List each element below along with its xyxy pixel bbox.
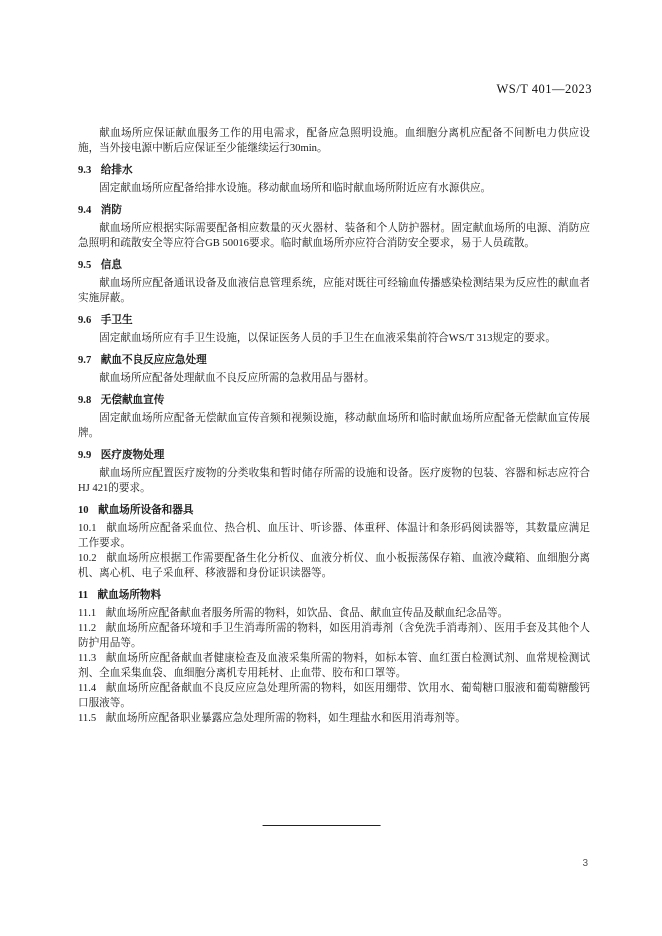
section-heading [78,353,590,368]
end-of-text-rule [263,825,381,826]
section-number: 9.8 [78,395,92,406]
body-paragraph: 固定献血场所应配备无偿献血宣传音频和视频设施，移动献血场所和临时献血场所应配备无偿献血宣传展牌。 [78,413,590,439]
section-title: 献血不良反应应急处理 [100,355,207,366]
section-heading [78,448,590,463]
numbered-item [78,711,590,726]
section-heading [78,588,590,603]
section-title: 消防 [100,205,122,216]
item-number: 11.2 [78,623,97,634]
body-paragraph: 固定献血场所应配备给排水设施。移动献血场所和临时献血场所附近应有水源供应。 [99,183,492,194]
doc-number: WS/T 401—2023 [496,82,592,96]
body-paragraph: 固定献血场所应有手卫生设施，以保证医务人员的手卫生在血液采集前符合WS/T 313规定的要求。 [99,333,556,344]
item-number: 11.4 [78,683,97,694]
item-text: 献血场所应配备环境和手卫生消毒所需的物料，如医用消毒剂（含免洗手消毒剂）、医用手套及其他个人防护用品等。 [78,623,590,649]
item-text: 献血场所应配备献血者服务所需的物料，如饮品、食品、献血宣传品及献血纪念品等。 [105,608,509,619]
page-number: 3 [582,858,588,869]
section-number: 9.7 [78,355,92,366]
section-title: 献血场所设备和器具 [98,505,194,516]
body-paragraph: 献血场所应配备处理献血不良反应所需的急救用品与器材。 [99,373,375,384]
document-body [78,126,590,726]
item-number: 10.2 [78,553,97,564]
section-title: 信息 [100,260,122,271]
numbered-item [78,551,590,581]
item-text: 献血场所应配备献血不良反应应急处理所需的物料，如医用绷带、饮用水、葡萄糖口服液和葡萄糖酸钙口服液等。 [78,683,590,709]
numbered-item [78,621,590,651]
numbered-item [78,681,590,711]
section-title: 手卫生 [100,315,133,326]
item-text: 献血场所应根据工作需要配备生化分析仪、血液分析仪、血小板振荡保存箱、血液冷藏箱、血细胞分离机、离心机、电子采血秤、移液器和身份证识读器等。 [78,553,590,579]
body-paragraph: 献血场所应根据实际需要配备相应数量的灭火器材、装备和个人防护器材。固定献血场所的电源、消防应急照明和疏散安全等应符合GB 50016要求。临时献血场所亦应符合消防安全要求，易于人员疏散。 [78,223,590,249]
numbered-item [78,521,590,551]
section-title: 医疗废物处理 [100,450,165,461]
item-number: 11.5 [78,713,97,724]
body-paragraph: 献血场所应配备通讯设备及血液信息管理系统，应能对既往可经输血传播感染检测结果为反应性的献血者实施屏蔽。 [78,278,590,304]
section-heading [78,503,590,518]
item-text: 献血场所应配备献血者健康检查及血液采集所需的物料，如标本管、血红蛋白检测试剂、血常规检测试剂、全血采集血袋、血细胞分离机专用耗材、止血带、胶布和口罩等。 [78,653,590,679]
item-text: 献血场所应配备采血位、热合机、血压计、听诊器、体重秤、体温计和条形码阅读器等，其数量应满足工作要求。 [78,523,590,549]
section-number: 9.6 [78,315,92,326]
section-title: 无偿献血宣传 [100,395,165,406]
section-number: 11 [78,590,89,601]
section-heading [78,258,590,273]
section-heading [78,203,590,218]
section-number: 10 [78,505,89,516]
section-heading [78,393,590,408]
section-number: 9.4 [78,205,92,216]
section-heading [78,163,590,178]
section-number: 9.5 [78,260,92,271]
section-title: 献血场所物料 [97,590,162,601]
section-title: 给排水 [100,165,133,176]
numbered-item [78,651,590,681]
body-paragraph: 献血场所应配置医疗废物的分类收集和暂时储存所需的设施和设备。医疗废物的包装、容器和标志应符合HJ 421的要求。 [78,468,590,494]
body-paragraph: 献血场所应保证献血服务工作的用电需求，配备应急照明设施。血细胞分离机应配备不间断电力供应设施，当外接电源中断后应保证至少能继续运行30min。 [78,128,590,154]
item-text: 献血场所应配备职业暴露应急处理所需的物料，如生理盐水和医用消毒剂等。 [105,713,466,724]
item-number: 10.1 [78,523,97,534]
numbered-item [78,606,590,621]
section-number: 9.9 [78,450,92,461]
section-heading [78,313,590,328]
item-number: 11.3 [78,653,97,664]
item-number: 11.1 [78,608,97,619]
section-number: 9.3 [78,165,92,176]
